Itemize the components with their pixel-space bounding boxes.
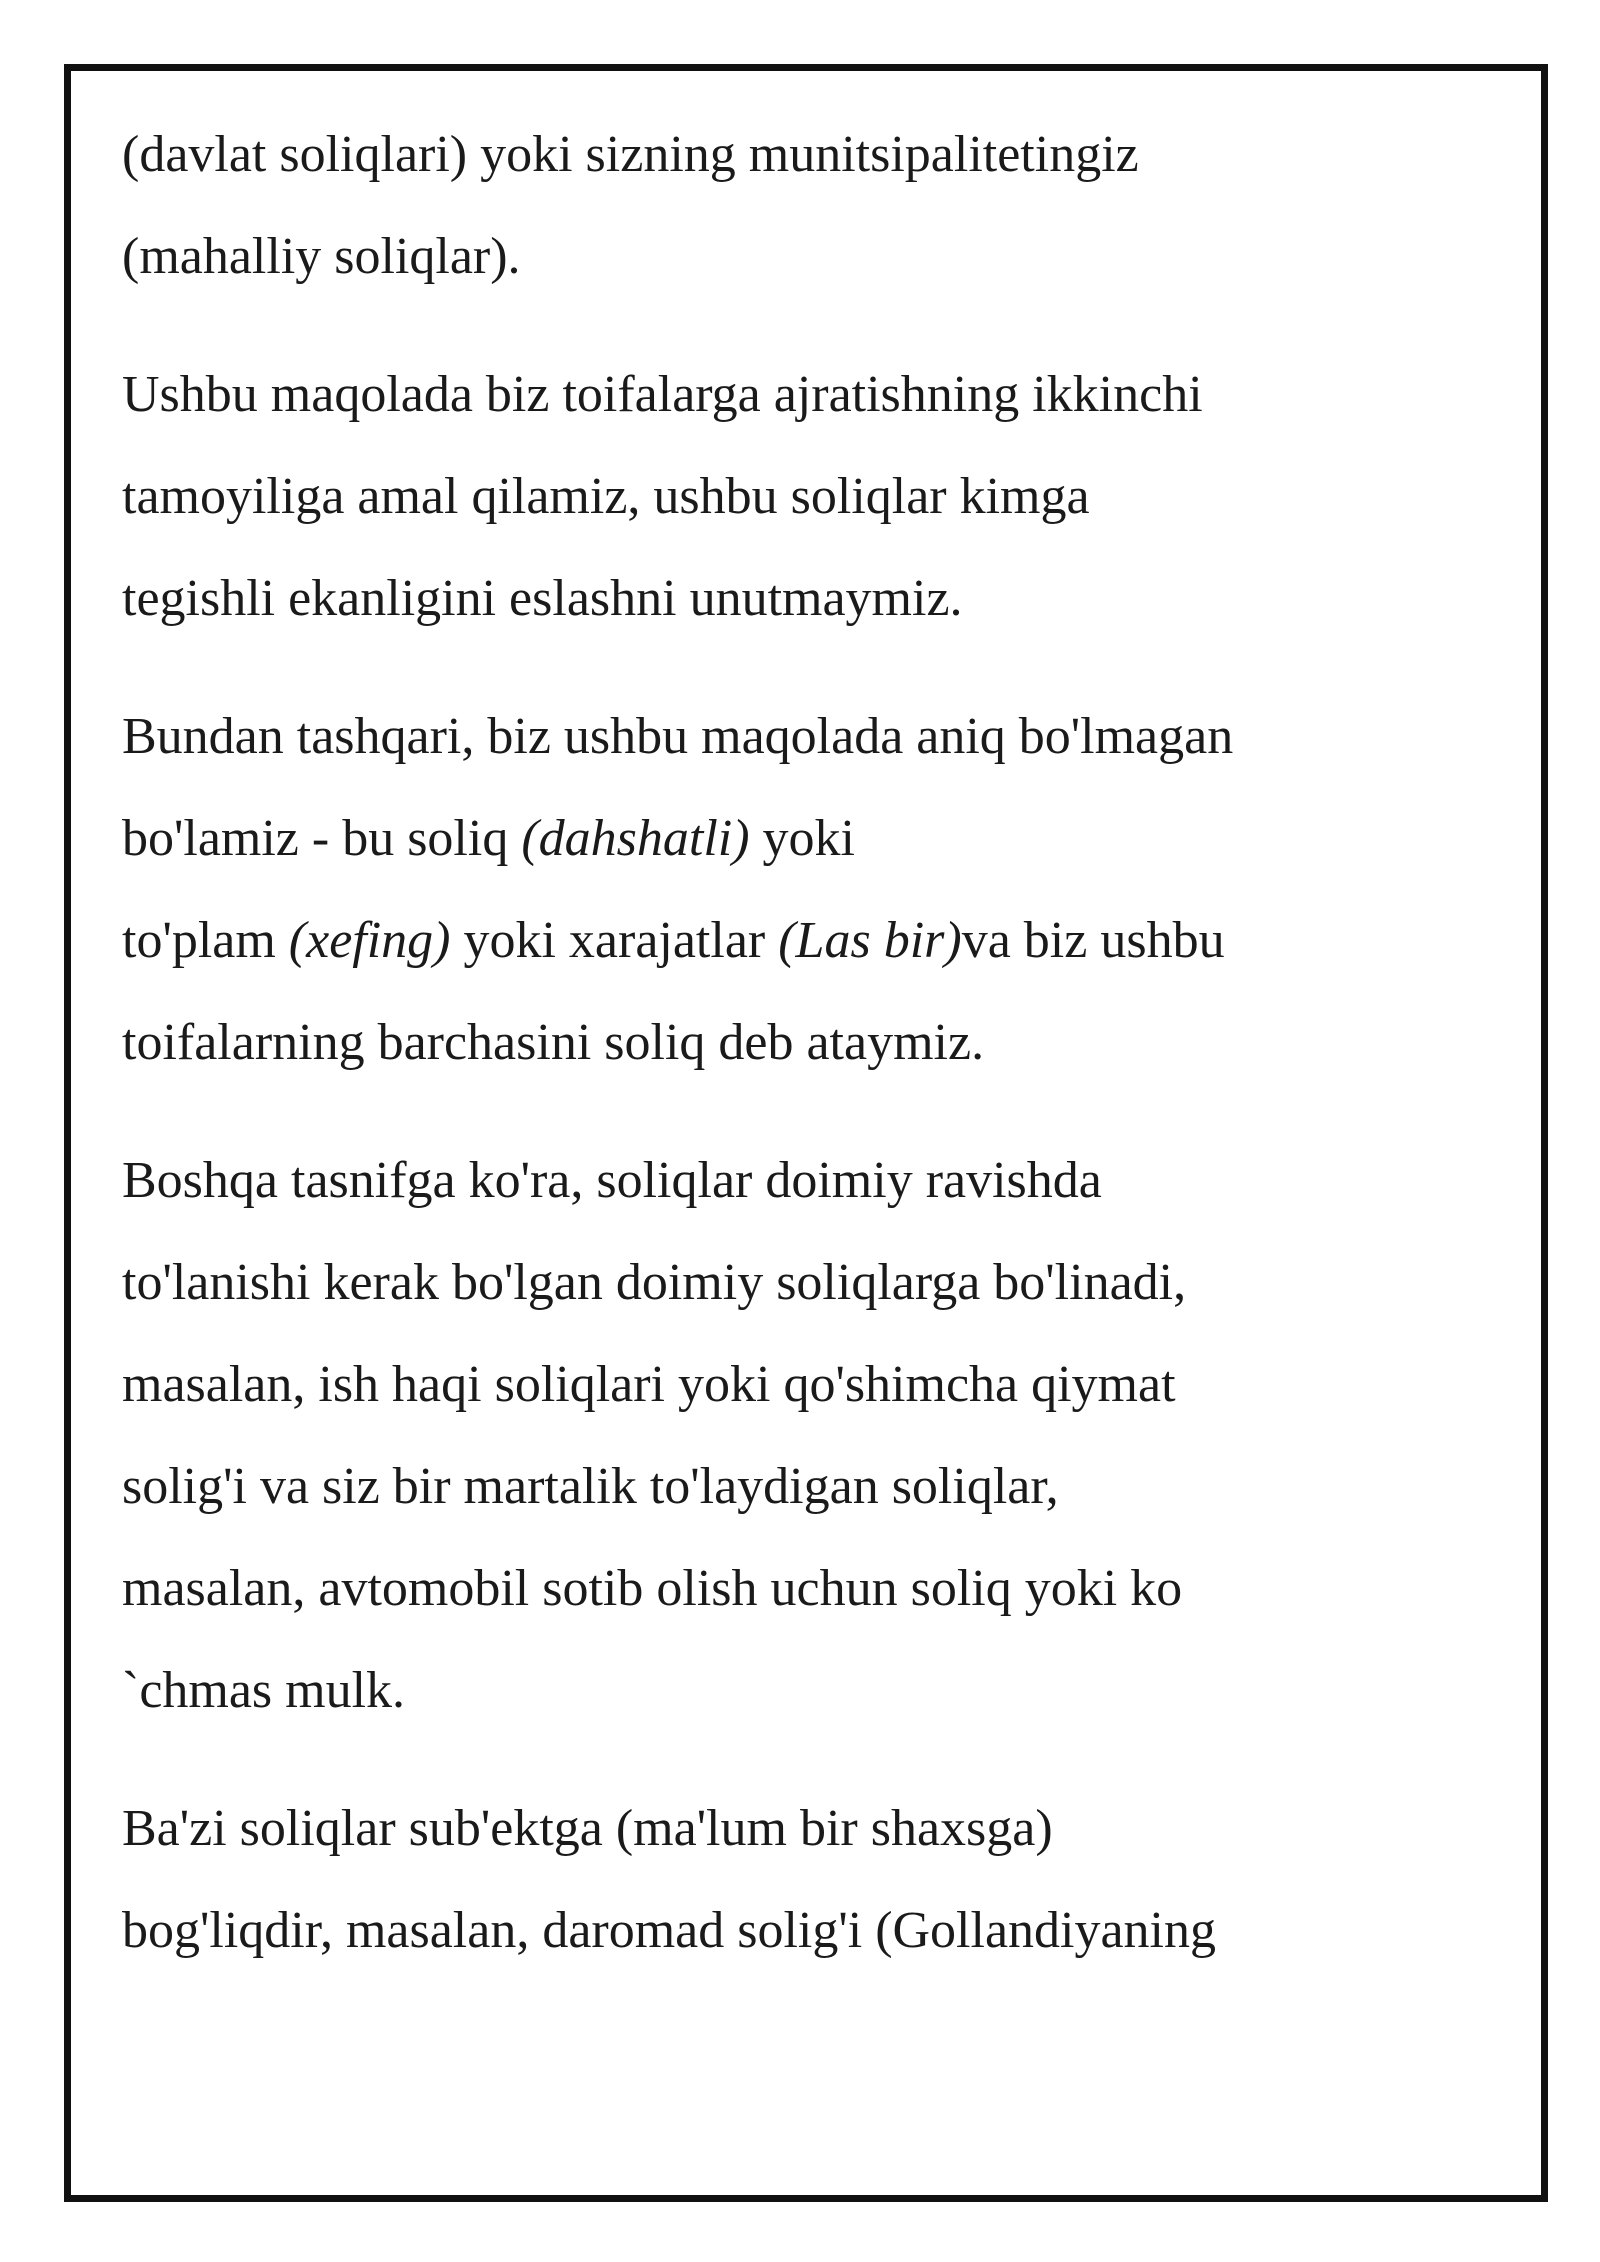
text-line: tegishli ekanligini eslashni unutmaymiz.: [122, 570, 963, 627]
text-line: bog'liqdir, masalan, daromad solig'i (Gollandiyaning: [122, 1902, 1217, 1959]
text-line: Ba'zi soliqlar sub'ektga (ma'lum bir shaxsga): [122, 1800, 1053, 1857]
text-line: `chmas mulk.: [122, 1662, 406, 1719]
text-line: (davlat soliqlari) yoki sizning munitsipalitetingiz: [122, 126, 1139, 183]
text-line: masalan, avtomobil sotib olish uchun soliq yoki ko: [122, 1560, 1183, 1617]
text-line: toifalarning barchasini soliq deb ataymiz.: [122, 1014, 985, 1071]
paragraph-2: [122, 344, 1422, 650]
italic-term: (xefing): [288, 912, 451, 969]
text-line: tamoyiliga amal qilamiz, ushbu soliqlar kimga: [122, 468, 1090, 525]
paragraph-3: [122, 686, 1422, 1094]
text-line: (mahalliy soliqlar).: [122, 228, 521, 285]
text-run: yoki xarajatlar: [450, 912, 779, 969]
paragraph-5: [122, 1778, 1422, 1982]
text-line: [122, 890, 1422, 992]
text-line: masalan, ish haqi soliqlari yoki qo'shimcha qiymat: [122, 1356, 1176, 1413]
text-line: Bundan tashqari, biz ushbu maqolada aniq bo'lmagan: [122, 708, 1234, 765]
text-line: Boshqa tasnifga ko'ra, soliqlar doimiy ravishda: [122, 1152, 1102, 1209]
paragraph-1: [122, 104, 1422, 308]
text-run: bo'lamiz - bu soliq: [122, 810, 522, 867]
document-body: [122, 126, 1422, 2018]
text-line: Ushbu maqolada biz toifalarga ajratishning ikkinchi: [122, 366, 1203, 423]
paragraph-4: [122, 1130, 1422, 1742]
italic-term: (Las bir): [778, 912, 962, 969]
text-line: solig'i va siz bir martalik to'laydigan soliqlar,: [122, 1458, 1059, 1515]
italic-term: (dahshatli): [521, 810, 750, 867]
text-run: va biz ushbu: [961, 912, 1225, 969]
text-run: to'plam: [122, 912, 289, 969]
text-run: yoki: [749, 810, 855, 867]
text-line: [122, 788, 1422, 890]
text-line: to'lanishi kerak bo'lgan doimiy soliqlarga bo'linadi,: [122, 1254, 1187, 1311]
